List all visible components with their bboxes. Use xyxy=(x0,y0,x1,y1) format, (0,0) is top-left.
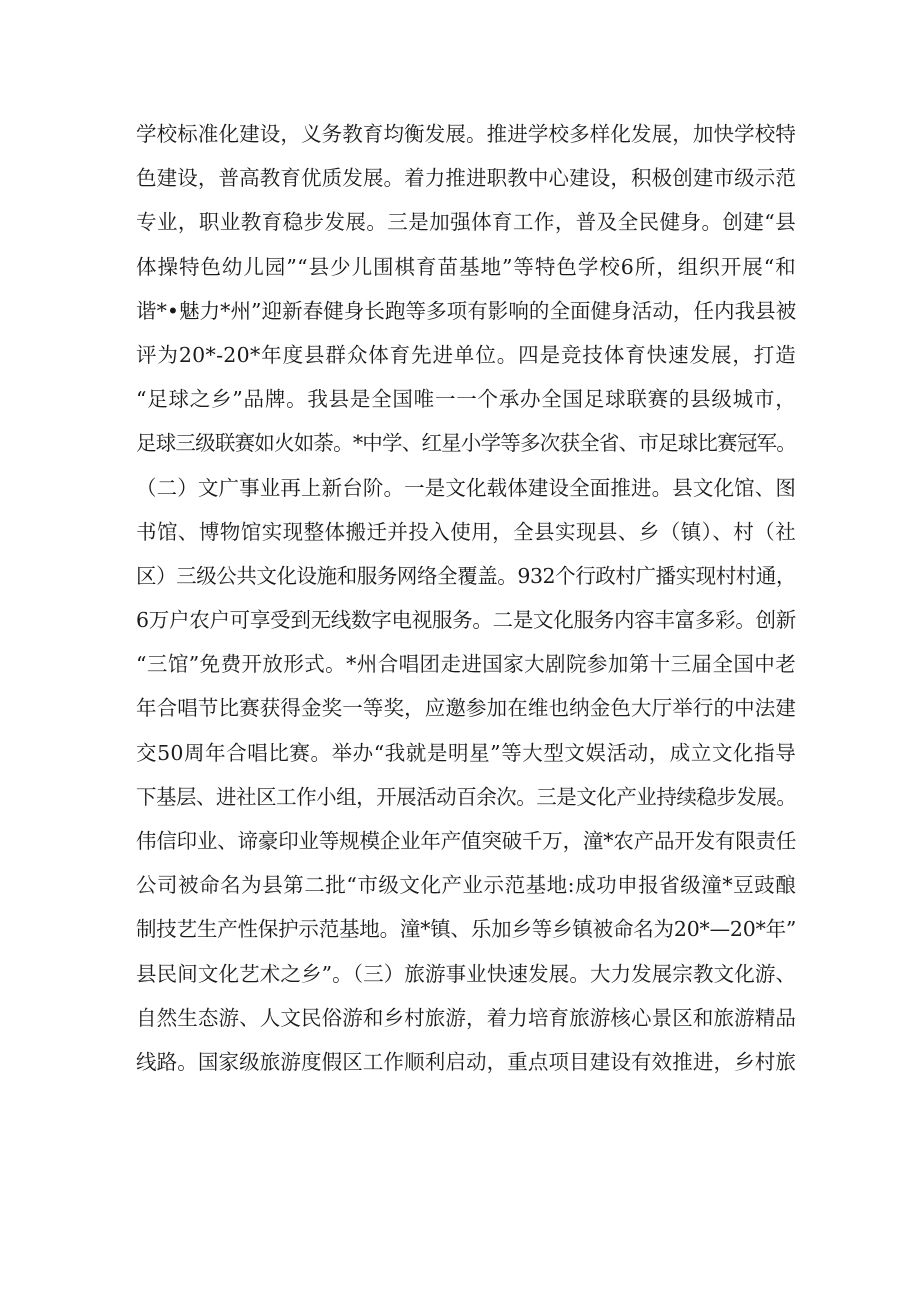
text-line: 下基层、进社区工作小组，开展活动百余次。三是文化产业持续稳步发展。 xyxy=(136,784,797,809)
text-line: 体操特色幼儿园”“县少儿围棋育苗基地”等特色学校6所，组织开展“和 xyxy=(136,254,796,279)
text-line: 学校标准化建设，义务教育均衡发展。推进学校多样化发展，加快学校特 xyxy=(136,122,796,146)
text-line: “三馆”免费开放形式。*州合唱团走进国家大剧院参加第十三届全国中老 xyxy=(136,652,796,677)
text-line: 专业，职业教育稳步发展。三是加强体育工作，普及全民健身。创建“县 xyxy=(136,210,796,235)
text-line: （二）文广事业再上新台阶。一是文化载体建设全面推进。县文化馆、图 xyxy=(136,475,796,500)
text-line: 年合唱节比赛获得金奖一等奖，应邀参加在维也纳金色大厅举行的中法建 xyxy=(136,696,796,721)
text-line: 色建设，普高教育优质发展。着力推进职教中心建设，积极创建市级示范 xyxy=(136,166,796,191)
text-line: 足球三级联赛如火如荼。*中学、红星小学等多次获全省、市足球比赛冠军。 xyxy=(136,431,796,456)
text-line: 制技艺生产性保护示范基地。潼*镇、乐加乡等乡镇被命名为20*—20*年” xyxy=(136,917,797,942)
text-line: 线路。国家级旅游度假区工作顺利启动，重点项目建设有效推进，乡村旅 xyxy=(136,1049,796,1074)
text-line: 书馆、博物馆实现整体搬迁并投入使用，全县实现县、乡（镇）、村（社 xyxy=(136,519,796,544)
text-line: 自然生态游、人文民俗游和乡村旅游，着力培育旅游核心景区和旅游精品 xyxy=(136,1005,796,1030)
text-line: “足球之乡”品牌。我县是全国唯一一个承办全国足球联赛的县级城市， xyxy=(136,387,796,412)
text-line: 6万户农户可享受到无线数字电视服务。二是文化服务内容丰富多彩。创新 xyxy=(136,608,796,633)
body-text xyxy=(136,112,796,1084)
text-line: 公司被命名为县第二批“市级文化产业示范基地:成功申报省级潼*豆豉酿 xyxy=(136,873,796,898)
text-line: 县民间文化艺术之乡”。（三）旅游事业快速发展。大力发展宗教文化游、 xyxy=(136,961,797,986)
text-line: 交50周年合唱比赛。举办“我就是明星”等大型文娱活动，成立文化指导 xyxy=(136,740,796,765)
text-line: 区）三级公共文化设施和服务网络全覆盖。932个行政村广播实现村村通， xyxy=(136,563,796,588)
text-line: 伟信印业、谛豪印业等规模企业年产值突破千万，潼*农产品开发有限责任 xyxy=(136,829,797,853)
text-line: 谐*•魅力*州”迎新春健身长跑等多项有影响的全面健身活动，任内我县被 xyxy=(136,298,797,323)
text-line: 评为20*-20*年度县群众体育先进单位。四是竞技体育快速发展，打造 xyxy=(136,342,796,367)
